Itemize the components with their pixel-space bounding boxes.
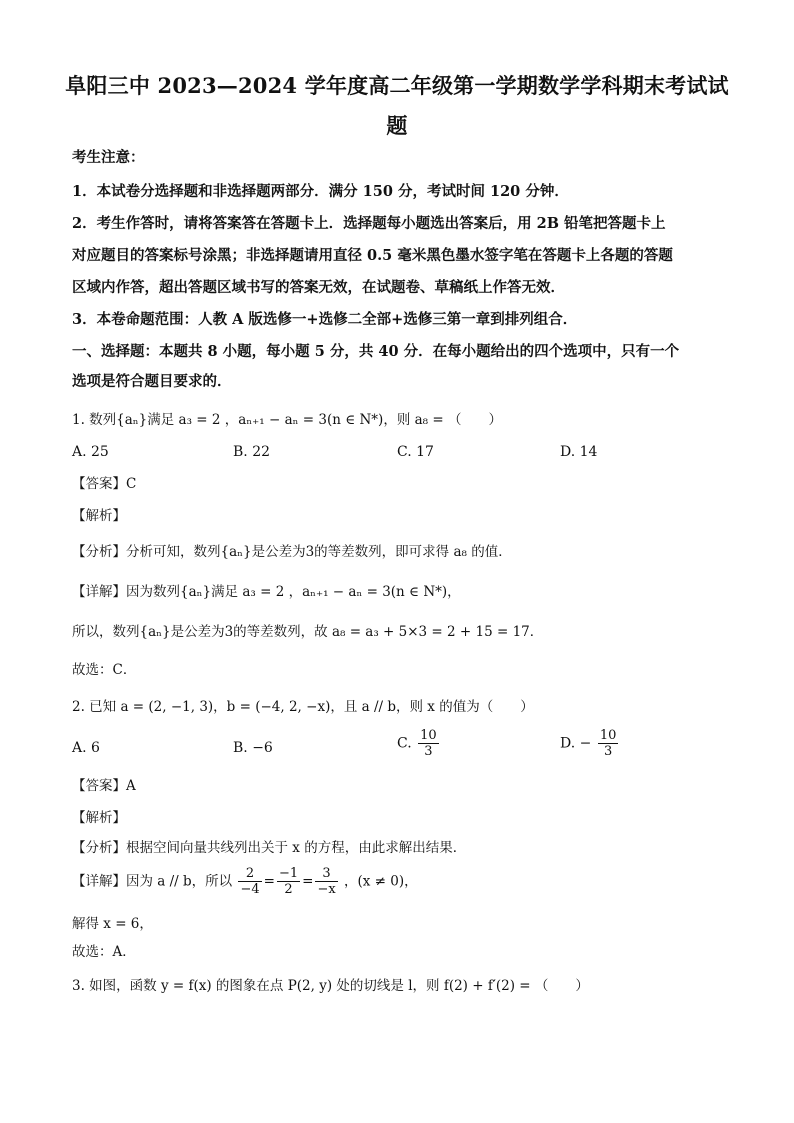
q2-fraction-2 — [277, 866, 300, 897]
section1-heading-line2: 选项是符合题目要求的． — [72, 373, 232, 390]
equals-sign: = — [263, 873, 275, 890]
q2-fraction-2-denominator: 2 — [284, 882, 293, 897]
q1-fenxi: 【分析】分析可知，数列{aₙ}是公差为3的等差数列，即可求得 a₈ 的值． — [72, 544, 512, 560]
q2-option-c-fraction — [418, 728, 439, 759]
q2-fraction-1-numerator: 2 — [238, 866, 261, 882]
q2-fraction-1 — [238, 866, 261, 897]
q2-fraction-2-numerator: −1 — [278, 866, 299, 881]
q2-fraction-1-denominator: −4 — [240, 882, 260, 897]
q1-conclusion: 故选：C． — [72, 662, 137, 678]
note-3: 3．本卷命题范围：人教 A 版选修一+选修二全部+选修三第一章到排列组合． — [72, 311, 578, 328]
note-2-line3: 区域内作答，超出答题区域书写的答案无效，在试题卷、草稿纸上作答无效． — [72, 279, 565, 296]
exam-title-line2: 题 — [386, 113, 408, 138]
question-1-stem: 1. 数列{aₙ}满足 a₃ = 2 ，aₙ₊₁ − aₙ = 3(n ∈ N*)，则 a₈ = （ ） — [72, 412, 502, 428]
q2-option-d — [560, 728, 620, 759]
q2-option-a: A. 6 — [72, 740, 100, 756]
q1-xiangjie: 【详解】因为数列{aₙ}满足 a₃ = 2 ，aₙ₊₁ − aₙ = 3(n ∈ N*)， — [72, 584, 461, 600]
q2-xiangjie-post: ，(x ≠ 0)， — [343, 873, 418, 890]
q1-option-d: D. 14 — [560, 444, 598, 460]
note-2-line2: 对应题目的答案标号涂黑；非选择题请用直径 0.5 毫米黑色墨水签字笔在答题卡上各题的答题 — [72, 247, 673, 264]
q2-option-d-label: D. − — [560, 735, 592, 752]
q2-option-c — [397, 728, 441, 759]
equals-sign: = — [302, 873, 314, 890]
q1-analysis-label: 【解析】 — [72, 508, 126, 524]
q2-option-c-denominator: 3 — [424, 744, 433, 759]
q1-step: 所以，数列{aₙ}是公差为3的等差数列，故 a₈ = a₃ + 5×3 = 2 + 15 = 17． — [72, 624, 544, 640]
note-2-line1: 2．考生作答时，请将答案答在答题卡上．选择题每小题选出答案后，用 2B 铅笔把答题卡上 — [72, 215, 666, 232]
q2-option-d-denominator: 3 — [603, 744, 613, 759]
q2-option-d-numerator: 10 — [599, 728, 617, 743]
section1-heading-line1: 一、选择题：本题共 8 小题，每小题 5 分，共 40 分．在每小题给出的四个选项中，只有一个 — [72, 343, 680, 360]
q2-option-c-numerator: 10 — [420, 728, 437, 743]
notes-heading: 考生注意： — [72, 149, 145, 166]
q2-conclusion: 故选：A． — [72, 944, 136, 960]
q2-fraction-3-denominator: −x — [317, 882, 336, 897]
question-3-stem: 3. 如图，函数 y = f(x) 的图象在点 P(2, y) 处的切线是 l，则 f(2) + f′(2) = （ ） — [72, 978, 589, 994]
q2-xiangjie — [72, 866, 732, 897]
q1-option-a: A. 25 — [72, 444, 109, 460]
note-1: 1．本试卷分选择题和非选择题两部分．满分 150 分，考试时间 120 分钟． — [72, 183, 569, 200]
q1-option-b: B. 22 — [233, 444, 271, 460]
q2-xiangjie-pre: 【详解】因为 a // b，所以 — [72, 873, 233, 890]
q2-fraction-3 — [315, 866, 337, 897]
q2-fenxi: 【分析】根据空间向量共线列出关于 x 的方程，由此求解出结果． — [72, 840, 467, 856]
q2-solve: 解得 x = 6， — [72, 916, 153, 932]
q2-option-b: B. −6 — [233, 740, 273, 756]
q2-answer: 【答案】A — [72, 778, 136, 794]
exam-title-line1: 阜阳三中 2023—2024 学年度高二年级第一学期数学学科期末考试试 — [65, 73, 729, 98]
q2-option-d-fraction — [598, 728, 619, 759]
q1-answer: 【答案】C — [72, 476, 137, 492]
q2-fraction-3-numerator: 3 — [315, 866, 337, 882]
q2-option-c-label: C. — [397, 735, 412, 752]
question-2-stem: 2. 已知 a = (2, −1, 3)，b = (−4, 2, −x)，且 a // b，则 x 的值为（ ） — [72, 699, 534, 715]
q2-analysis-label: 【解析】 — [72, 810, 126, 826]
q1-option-c: C. 17 — [397, 444, 434, 460]
